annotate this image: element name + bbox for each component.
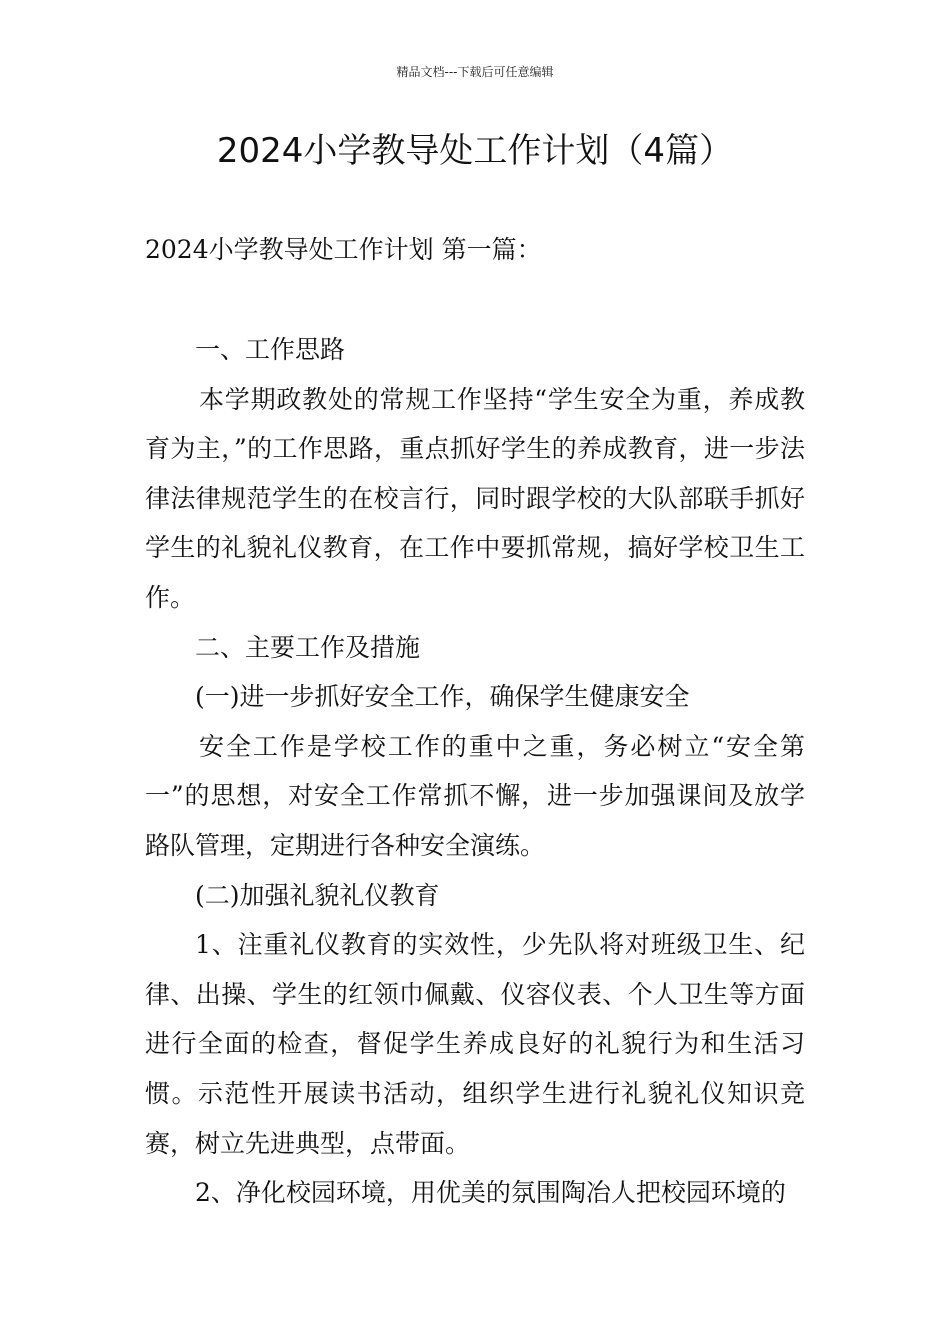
heading-work-idea: 一、工作思路 xyxy=(195,335,346,364)
paragraph-work-idea: 本学期政教处的常规工作坚持“学生安全为重，养成教育为主，”的工作思路，重点抓好学生的养成教育，进一步法律法律规范学生的在校言行，同时跟学校的大队部联手抓好学生的礼貌礼仪教育，在工作中要抓常规，搞好学校卫生工作。 xyxy=(145,384,805,612)
document-body xyxy=(145,325,805,1218)
document-title: 2024小学教导处工作计划（4篇） xyxy=(216,131,734,171)
paragraph-safety: 安全工作是学校工作的重中之重，务必树立“安全第一”的思想，对安全工作常抓不懈，进一步加强课间及放学路队管理，定期进行各种安全演练。 xyxy=(145,731,805,860)
heading-main-measures: 二、主要工作及措施 xyxy=(195,632,421,662)
header-watermark: 精品文档---下载后可任意编辑 xyxy=(396,65,554,79)
paragraph-etiquette-1: 1、注重礼仪教育的实效性，少先队将对班级卫生、纪律、出操、学生的红领巾佩戴、仪容仪表、个人卫生等方面进行全面的检查，督促学生养成良好的礼貌行为和生活习惯。示范性开展读书活动，组织学生进行礼貌礼仪知识竞赛，树立先进典型，点带面。 xyxy=(145,930,805,1158)
paragraph-etiquette-2: 2、净化校园环境，用优美的氛围陶冶人把校园环境的 xyxy=(195,1178,786,1208)
subheading-safety: (一)进一步抓好安全工作，确保学生健康安全 xyxy=(195,682,690,712)
subheading-etiquette: (二)加强礼貌礼仪教育 xyxy=(195,880,440,910)
section-heading: 2024小学教导处工作计划 第一篇： xyxy=(145,235,542,264)
